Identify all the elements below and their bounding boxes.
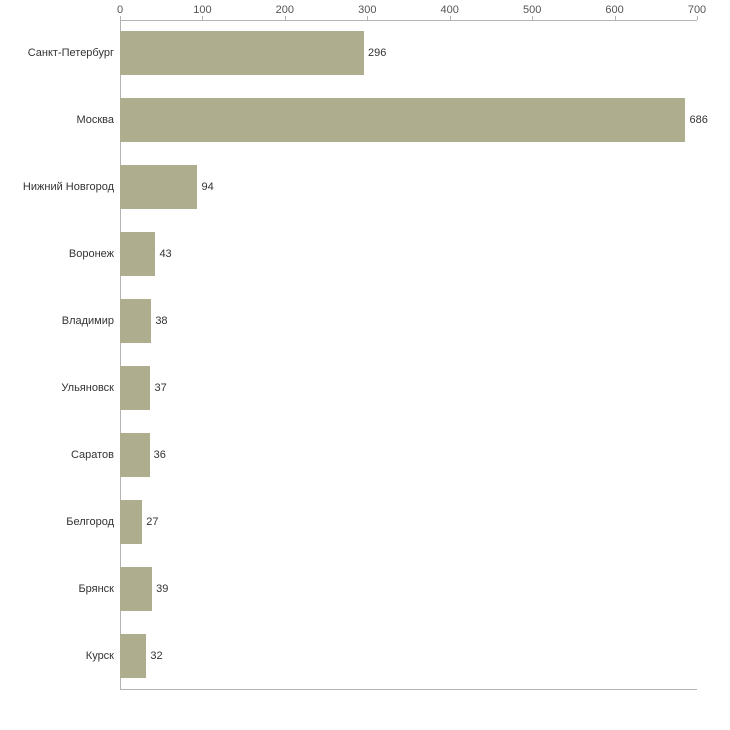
y-category-label: Ульяновск [61,381,114,394]
bar[interactable] [120,366,150,410]
bar[interactable] [120,299,151,343]
bar-value-label: 36 [153,448,166,461]
plot-area [120,20,708,689]
bar[interactable] [120,31,364,75]
bar-row[interactable] [120,634,697,678]
bar-value-label: 38 [155,315,168,328]
bar-row[interactable] [120,433,697,477]
bar-row[interactable] [120,98,708,142]
bar[interactable] [120,98,685,142]
bar[interactable] [120,567,152,611]
y-category-label: Брянск [78,582,114,595]
x-tick-mark [697,16,698,20]
y-category-label: Воронеж [68,248,114,261]
chart-bottom-line [120,689,697,690]
bar-value-label: 39 [156,582,169,595]
x-tick-label: 200 [275,4,295,16]
y-axis-category-labels [0,0,120,730]
bar-value-label: 296 [367,47,387,60]
bar[interactable] [120,500,142,544]
x-tick-label: 300 [358,4,377,16]
bar-value-label: 32 [150,649,163,662]
bar-row[interactable] [120,165,697,209]
y-category-label: Владимир [61,315,114,328]
bar[interactable] [120,232,155,276]
x-tick-label: 500 [522,4,542,16]
bar-value-label: 686 [689,114,708,127]
bar-value-label: 27 [146,515,159,528]
y-category-label: Санкт-Петербург [27,47,114,60]
x-tick-label: 0 [116,4,124,16]
x-tick-label: 600 [605,4,624,16]
y-category-label: Курск [85,649,114,662]
bar-row[interactable] [120,31,697,75]
bar-value-label: 94 [201,181,214,194]
x-tick-label: 100 [193,4,212,16]
bar[interactable] [120,634,146,678]
bar-row[interactable] [120,567,697,611]
bar-value-label: 37 [154,381,167,394]
bar-row[interactable] [120,500,697,544]
x-tick-label: 700 [687,4,707,16]
bar-row[interactable] [120,232,697,276]
bar-row[interactable] [120,299,697,343]
x-tick-label: 400 [440,4,459,16]
bar-row[interactable] [120,366,697,410]
bar[interactable] [120,433,150,477]
bar-value-label: 43 [159,248,172,261]
bar[interactable] [120,165,197,209]
y-category-label: Белгород [66,515,114,528]
y-category-label: Нижний Новгород [22,181,114,194]
y-category-label: Москва [76,114,114,127]
y-category-label: Саратов [70,448,114,461]
